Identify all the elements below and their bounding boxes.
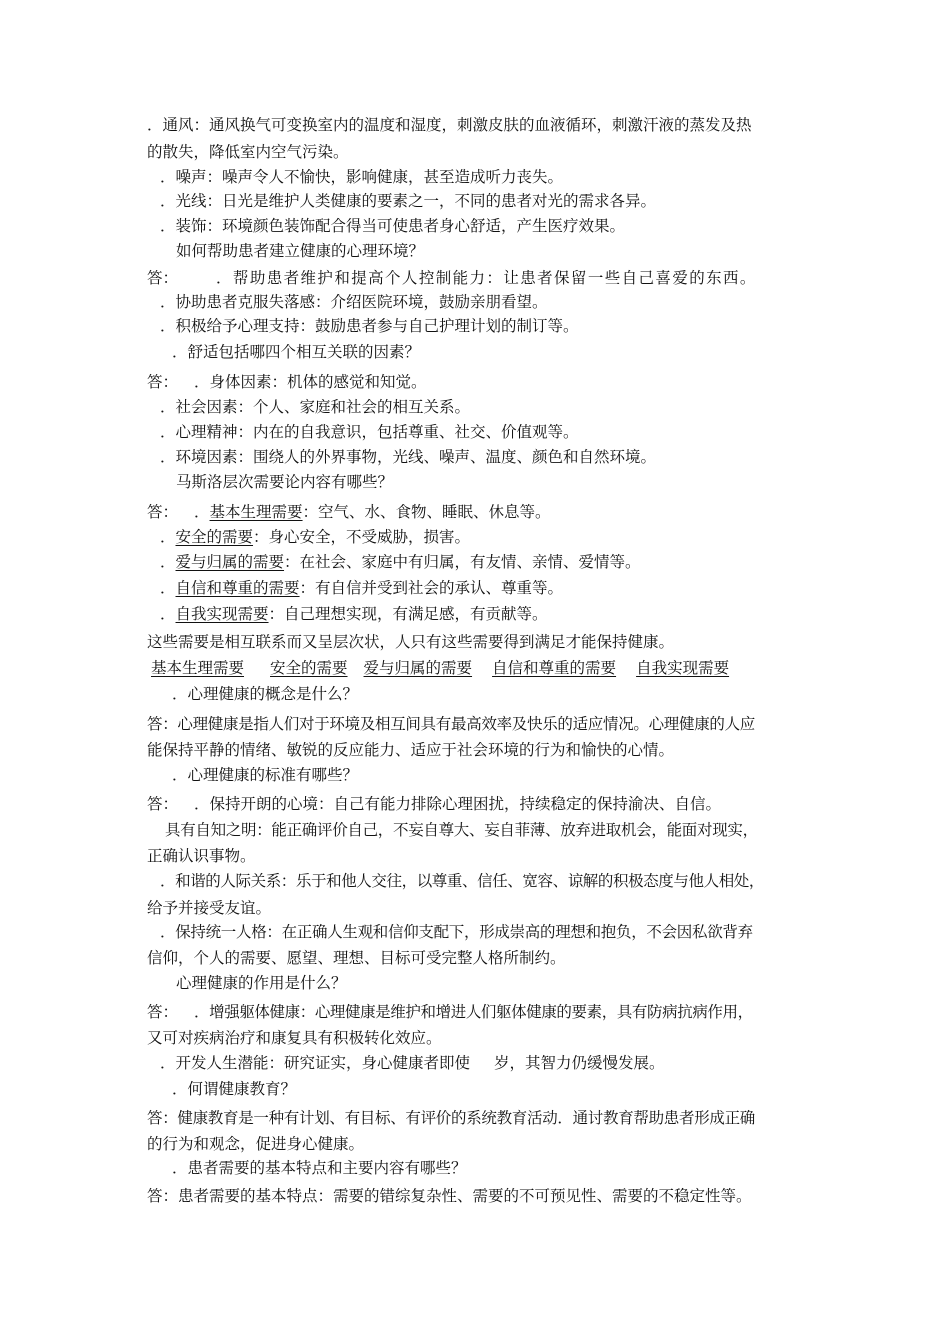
line-dot: ． xyxy=(194,503,210,521)
paragraph-line xyxy=(147,740,674,760)
hierarchy-item: 爱与归属的需要 xyxy=(363,659,473,677)
hierarchy-item: 自我实现需要 xyxy=(636,659,730,677)
line-text: ．积极给予心理支持：鼓励患者参与自己护理计划的制订等。 xyxy=(160,317,579,335)
line-text: 又可对疾病治疗和康复具有积极转化效应。 xyxy=(147,1029,442,1047)
question-heading xyxy=(176,472,393,492)
line-dot: ． xyxy=(160,528,176,546)
line-text: 这些需要是相互联系而又呈层次状，人只有这些需要得到满足才能保持健康。 xyxy=(147,633,675,651)
line-text: ．何谓健康教育？ xyxy=(172,1080,297,1098)
line-text: 的散失，降低室内空气污染。 xyxy=(147,143,349,161)
line-text: ．开发人生潜能：研究证实，身心健康者即使 xyxy=(160,1054,471,1072)
paragraph-line xyxy=(147,898,271,918)
line-dot: ． xyxy=(160,605,176,623)
line-text: 答：患者需要的基本特点：需要的错综复杂性、需要的不可预见性、需要的不稳定性等。 xyxy=(147,1187,752,1205)
paragraph-line xyxy=(160,292,548,312)
answer-line xyxy=(160,527,470,547)
line-text: ．心理精神：内在的自我意识，包括尊重、社交、价值观等。 xyxy=(160,423,579,441)
paragraph-line xyxy=(147,1028,442,1048)
line-text: 的行为和观念，促进身心健康。 xyxy=(147,1135,365,1153)
line-text: 如何帮助患者建立健康的心理环境？ xyxy=(176,242,425,260)
paragraph-line xyxy=(160,316,579,336)
line-text: ．舒适包括哪四个相互关联的因素？ xyxy=(172,343,421,361)
line-text: ．心理健康的标准有哪些？ xyxy=(172,766,359,784)
line-text: ．心理健康的概念是什么？ xyxy=(172,685,359,703)
hierarchy-item: 基本生理需要 xyxy=(151,659,245,677)
paragraph-line xyxy=(160,1053,665,1073)
line-text: 能保持平静的情绪、敏锐的反应能力、适应于社会环境的行为和愉快的心情。 xyxy=(147,741,675,759)
paragraph-line xyxy=(160,422,579,442)
line-text: 心理健康的作用是什么？ xyxy=(176,974,347,992)
answer-line xyxy=(160,604,548,624)
paragraph-line xyxy=(165,820,758,840)
need-term: 安全的需要 xyxy=(175,528,254,546)
answer-prefix: 答： xyxy=(147,795,179,813)
answer-prefix: 答： xyxy=(147,373,179,391)
line-text: ：有自信并受到社会的承认、尊重等。 xyxy=(299,579,564,597)
paragraph-line xyxy=(147,632,674,652)
question-heading xyxy=(176,241,424,261)
line-dot: ． xyxy=(160,553,176,571)
line-text: ：自己理想实现，有满足感，有贡献等。 xyxy=(268,605,548,623)
line-text: 给予并接受友谊。 xyxy=(147,899,272,917)
answer-line xyxy=(147,502,551,522)
answer-line xyxy=(160,578,563,598)
line-text: ．身体因素：机体的感觉和知觉。 xyxy=(194,373,427,391)
answer-line xyxy=(147,794,721,814)
paragraph-line xyxy=(160,397,470,417)
line-text: 具有自知之明：能正确评价自己，不妄自尊大、妄自菲薄、放弃进取机会，能面对现实， xyxy=(165,821,758,839)
line-text: ．增强躯体健康：心理健康是维护和增进人们躯体健康的要素，具有防病抗病作用， xyxy=(194,1003,753,1021)
line-text: ．保持统一人格：在正确人生观和信仰支配下，形成崇高的理想和抱负，不会因私欲背弃 xyxy=(160,923,753,941)
paragraph-line xyxy=(160,922,753,942)
line-text: ．社会因素：个人、家庭和社会的相互关系。 xyxy=(160,398,471,416)
line-text: ．患者需要的基本特点和主要内容有哪些？ xyxy=(172,1159,467,1177)
paragraph-line xyxy=(160,216,625,236)
line-text: ．噪声：噪声令人不愉快，影响健康，甚至造成听力丧失。 xyxy=(160,168,564,186)
answer-line xyxy=(147,1108,755,1128)
paragraph-line xyxy=(147,948,566,968)
question-heading xyxy=(176,973,347,993)
line-text: ：身心安全，不受威胁，损害。 xyxy=(253,528,471,546)
paragraph-line xyxy=(160,871,764,891)
question-heading xyxy=(172,1079,296,1099)
answer-prefix: 答： xyxy=(147,503,179,521)
answer-line xyxy=(147,372,427,392)
need-term: 基本生理需要 xyxy=(209,503,303,521)
line-dot: ． xyxy=(160,579,176,597)
need-term: 自信和尊重的需要 xyxy=(175,579,300,597)
question-heading xyxy=(172,684,358,704)
line-text: ：在社会、家庭中有归属，有友情、亲情、爱情等。 xyxy=(284,553,641,571)
line-text: 答：健康教育是一种有计划、有目标、有评价的系统教育活动．通讨教育帮助患者形成正确 xyxy=(147,1109,756,1127)
hierarchy-item: 自信和尊重的需要 xyxy=(492,659,617,677)
paragraph-line xyxy=(160,167,563,187)
line-text: ．光线：日光是维护人类健康的要素之一，不同的患者对光的需求各异。 xyxy=(160,192,657,210)
line-text: ．保持开朗的心境：自己有能力排除心理困扰，持续稳定的保持渝决、自信。 xyxy=(194,795,722,813)
paragraph-line xyxy=(147,142,349,162)
line-text: ．和谐的人际关系：乐于和他人交往，以尊重、信任、宽容、谅解的积极态度与他人相处， xyxy=(160,872,765,890)
need-term: 爱与归属的需要 xyxy=(175,553,285,571)
needs-hierarchy-row xyxy=(151,658,729,678)
line-text: ：空气、水、食物、睡眠、休息等。 xyxy=(302,503,551,521)
answer-line xyxy=(147,1186,752,1206)
line-text: 马斯洛层次需要论内容有哪些？ xyxy=(176,473,394,491)
question-heading xyxy=(172,342,420,362)
paragraph-line xyxy=(147,115,807,135)
answer-line xyxy=(147,1002,753,1022)
question-heading xyxy=(172,1158,467,1178)
line-text: 答：心理健康是指人们对于环境及相互间具有最高效率及快乐的适应情况。心理健康的人应 xyxy=(147,715,756,733)
answer-line xyxy=(147,268,757,288)
paragraph-line xyxy=(160,447,656,467)
line-text-continued: 岁，其智力仍缓慢发展。 xyxy=(494,1054,665,1072)
need-term: 自我实现需要 xyxy=(175,605,269,623)
answer-prefix: 答： xyxy=(147,1003,179,1021)
answer-line xyxy=(160,552,641,572)
paragraph-line xyxy=(160,191,656,211)
paragraph-line xyxy=(147,1134,364,1154)
line-text: ．帮助患者维护和提高个人控制能力：让患者保留一些自己喜爱的东西。 xyxy=(216,269,757,287)
line-text: 信仰，个人的需要、愿望、理想、目标可受完整人格所制约。 xyxy=(147,949,566,967)
line-text: 正确认识事物。 xyxy=(147,847,256,865)
hierarchy-item: 安全的需要 xyxy=(270,659,348,677)
line-text: ．装饰：环境颜色装饰配合得当可使患者身心舒适，产生医疗效果。 xyxy=(160,217,626,235)
line-text: ．通风：通风换气可变换室内的温度和湿度，刺激皮肤的血液循环，刺激汗液的蒸发及热 xyxy=(147,116,752,134)
line-text: ．协助患者克服失落感：介绍医院环境，鼓励亲朋看望。 xyxy=(160,293,548,311)
question-heading xyxy=(172,765,358,785)
answer-prefix: 答： xyxy=(147,269,179,287)
line-text: ．环境因素：围绕人的外界事物，光线、噪声、温度、颜色和自然环境。 xyxy=(160,448,657,466)
paragraph-line xyxy=(147,846,256,866)
answer-line xyxy=(147,714,755,734)
